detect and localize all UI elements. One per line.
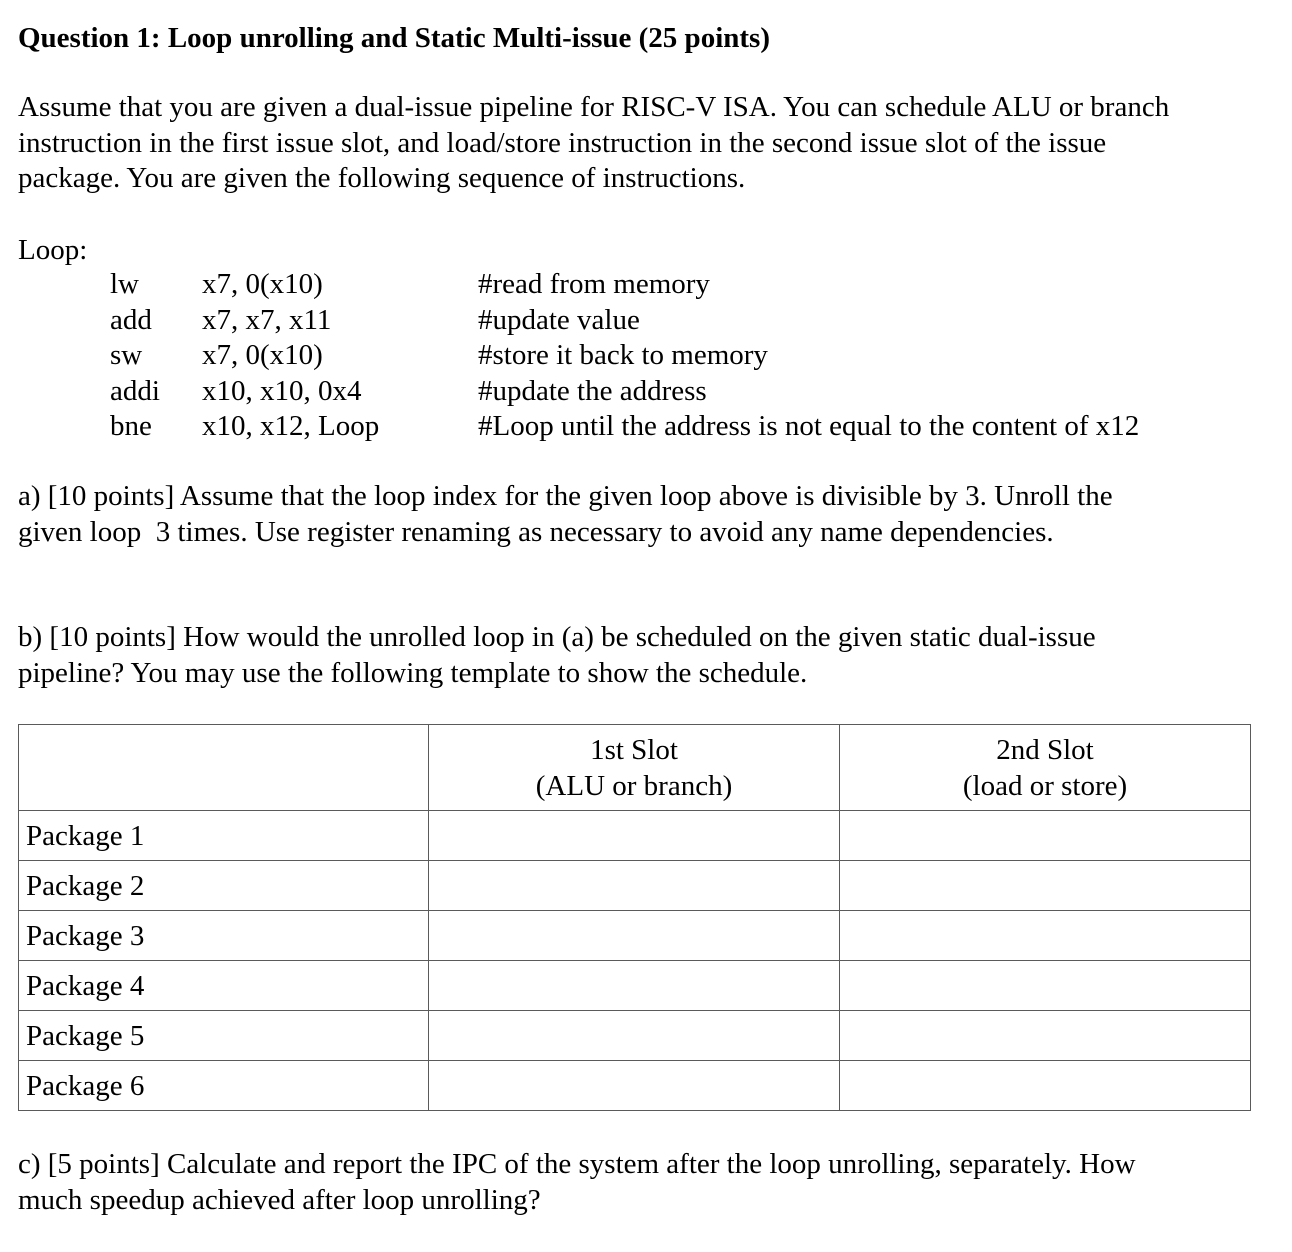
slot2-cell[interactable] (840, 911, 1251, 961)
table-row (19, 911, 1251, 961)
slot1-cell[interactable] (429, 911, 840, 961)
code-comment: #update value (478, 303, 640, 336)
package-label: Package 3 (19, 911, 429, 961)
header-slot2 (840, 725, 1251, 811)
header-slot2-title: 2nd Slot (996, 734, 1094, 766)
schedule-table (18, 724, 1251, 1111)
code-opcode: sw (110, 339, 143, 371)
code-opcode: bne (110, 410, 152, 442)
slot1-cell[interactable] (429, 811, 840, 861)
package-label: Package 5 (19, 1011, 429, 1061)
intro-line: package. You are given the following sequence of instructions. (18, 162, 746, 194)
code-opcode: add (110, 303, 152, 336)
slot2-cell[interactable] (840, 811, 1251, 861)
code-comment: #read from memory (478, 268, 710, 300)
slot1-cell[interactable] (429, 1061, 840, 1111)
part-a-line: a) [10 points] Assume that the loop index for the given loop above is divisible by 3. Unroll the (18, 480, 1113, 512)
part-c-line: c) [5 points] Calculate and report the IPC of the system after the loop unrolling, separately. How (18, 1148, 1136, 1180)
header-slot1-title: 1st Slot (590, 734, 678, 766)
slot2-cell[interactable] (840, 961, 1251, 1011)
code-operands: x10, x12, Loop (202, 410, 380, 442)
code-operands: x7, 0(x10) (202, 339, 323, 371)
slot1-cell[interactable] (429, 861, 840, 911)
package-label: Package 2 (19, 861, 429, 911)
code-operands: x7, 0(x10) (202, 268, 323, 300)
table-row (19, 861, 1251, 911)
intro-line: Assume that you are given a dual-issue pipeline for RISC-V ISA. You can schedule ALU or branch (18, 91, 1170, 123)
code-comment: #Loop until the address is not equal to the content of x12 (478, 410, 1140, 442)
table-row (19, 811, 1251, 861)
intro-paragraph (18, 90, 1268, 197)
table-row (19, 1011, 1251, 1061)
part-b-line: b) [10 points] How would the unrolled loop in (a) be scheduled on the given static dual-issue (18, 621, 1096, 653)
part-c-line: much speedup achieved after loop unrolling? (18, 1183, 541, 1216)
part-a-question (18, 479, 1268, 550)
slot2-cell[interactable] (840, 1011, 1251, 1061)
header-slot1-subtitle: (ALU or branch) (535, 769, 733, 802)
loop-label: Loop: (18, 234, 88, 266)
schedule-header-row (19, 725, 1251, 811)
part-b-line: pipeline? You may use the following template to show the schedule. (18, 656, 808, 689)
intro-line: instruction in the first issue slot, and load/store instruction in the second issue slot of the issue (18, 126, 1107, 159)
code-comment: #store it back to memory (478, 339, 768, 371)
header-slot2-subtitle: (load or store) (962, 769, 1128, 802)
table-row (19, 961, 1251, 1011)
table-row (19, 1061, 1251, 1111)
code-opcode: addi (110, 374, 160, 407)
question-title: Question 1: Loop unrolling and Static Multi-issue (25 points) (18, 22, 770, 54)
code-opcode: lw (110, 268, 139, 300)
part-b-question (18, 620, 1268, 691)
package-label: Package 6 (19, 1061, 429, 1111)
package-label: Package 1 (19, 811, 429, 861)
slot1-cell[interactable] (429, 961, 840, 1011)
header-slot1 (429, 725, 840, 811)
slot2-cell[interactable] (840, 1061, 1251, 1111)
part-c-question (18, 1147, 1268, 1218)
code-comment: #update the address (478, 374, 707, 407)
code-operands: x7, x7, x11 (202, 303, 332, 336)
code-operands: x10, x10, 0x4 (202, 374, 362, 407)
part-a-line: given loop 3 times. Use register renaming as necessary to avoid any name dependencies. (18, 515, 1054, 548)
package-label: Package 4 (19, 961, 429, 1011)
slot2-cell[interactable] (840, 861, 1251, 911)
header-empty-cell (19, 725, 429, 811)
slot1-cell[interactable] (429, 1011, 840, 1061)
